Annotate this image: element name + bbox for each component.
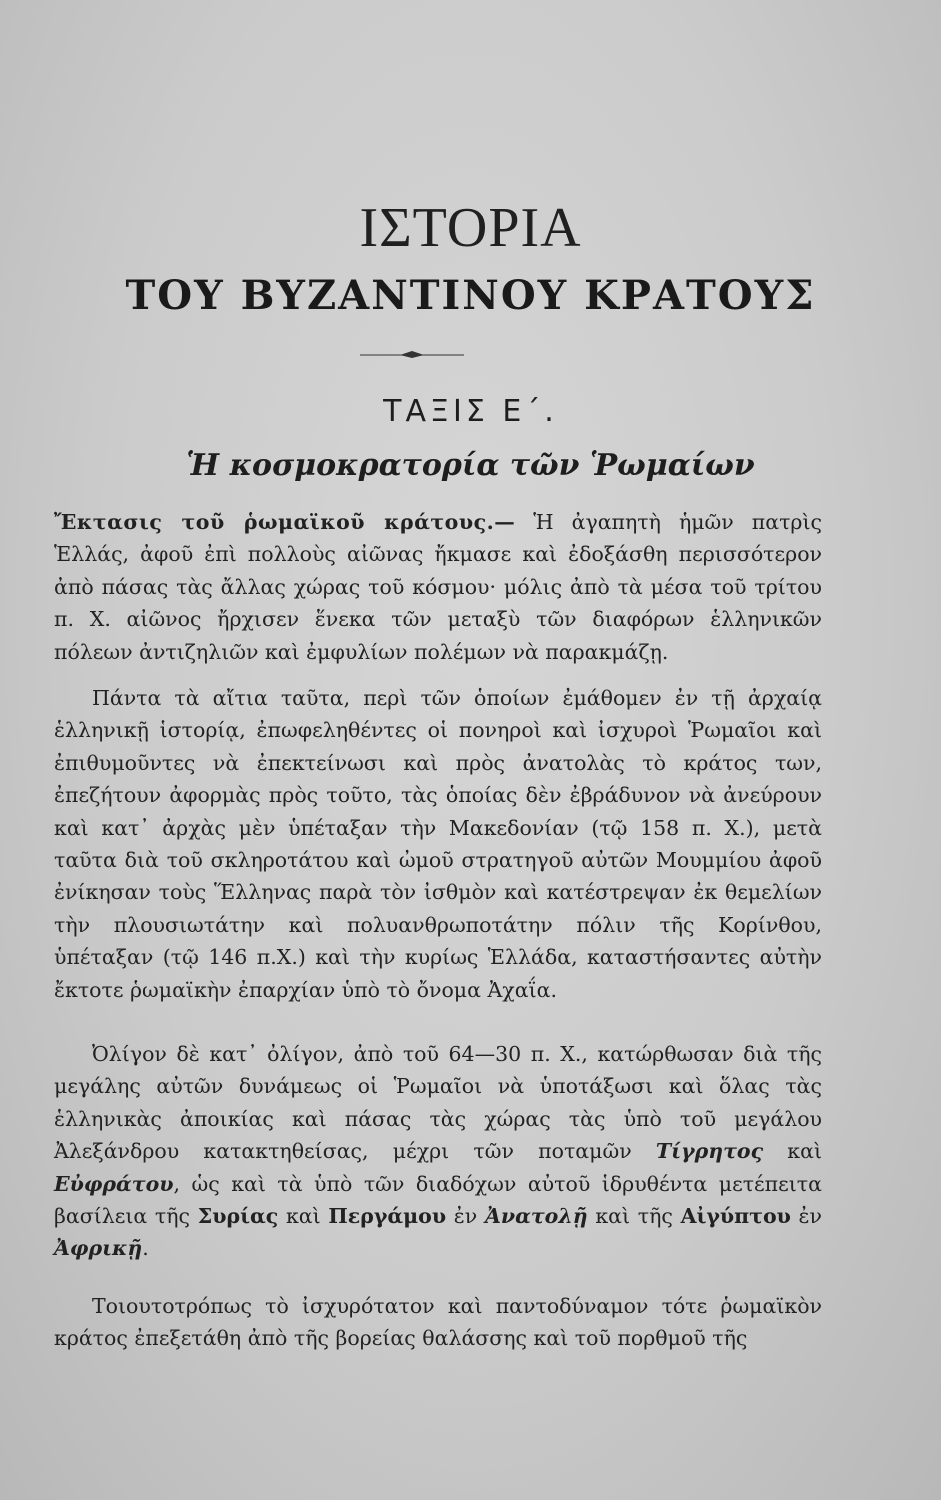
- place-egypt: Αἰγύπτου: [680, 1204, 791, 1229]
- place-africa: Ἀφρικῇ: [54, 1236, 143, 1261]
- section-heading: Ἡ κοσμοκρατορία τῶν Ῥωμαίων: [186, 448, 755, 483]
- section-label: ΤΑΞΙΣ Ε΄.: [383, 394, 558, 429]
- book-title: ΙΣΤΟΡΙΑ: [359, 197, 582, 259]
- book-subtitle: ΤΟΥ ΒΥΖΑΝΤΙΝΟΥ ΚΡΑΤΟΥΣ: [125, 272, 816, 319]
- place-euphrates: Εὐφράτου: [54, 1171, 174, 1196]
- paragraph-1: [54, 506, 822, 668]
- p3-text-4: καὶ: [278, 1204, 329, 1229]
- p3-text-6: καὶ τῆς: [587, 1204, 681, 1229]
- p3-text-5: ἐν: [446, 1204, 485, 1229]
- place-syria: Συρίας: [197, 1204, 279, 1229]
- paragraph-4-text: Τοιουτοτρόπως τὸ ἰσχυρότατον καὶ παντοδύναμον τότε ῥωμαϊκὸν κράτος ἐπεξετάθη ἀπὸ τῆς βορείας θαλάσσης καὶ τοῦ πορθμοῦ τῆς: [54, 1294, 822, 1351]
- place-pergamon: Περγάμου: [328, 1204, 447, 1229]
- paragraph-2: [54, 682, 822, 1006]
- p3-text-1: Ὀλίγον δὲ κατ᾽ ὀλίγον, ἀπὸ τοῦ 64—30 π. Χ., κατώρθωσαν διὰ τῆς μεγάλης αὐτῶν δυνάμεως οἱ Ῥωμαῖοι νὰ ὑποτάξωσι καὶ ὅλας τὰς ἑλληνικὰς ἀποικίας καὶ πάσας τὰς χώρας τὰς ὑπὸ τοῦ μεγάλου Ἀλεξάνδρου κατακτηθείσας, μέχρι τῶν ποταμῶν: [54, 1042, 822, 1164]
- place-anatoli: Ἀνατολῇ: [484, 1204, 588, 1229]
- p3-text-3: , ὡς καὶ τὰ ὑπὸ τῶν διαδόχων αὐτοῦ ἱδρυθέντα μετέπειτα βασίλεια τῆς: [54, 1171, 822, 1229]
- paragraph-2-text: Πάντα τὰ αἴτια ταῦτα, περὶ τῶν ὁποίων ἐμάθομεν ἐν τῇ ἀρχαίᾳ ἑλληνικῇ ἱστορίᾳ, ἐπωφεληθέντες οἱ πονηροὶ καὶ ἰσχυροὶ Ῥωμαῖοι καὶ ἐπιθυμοῦντες νὰ ἐπεκτείνωσι καὶ πρὸς ἀνατολὰς τὸ κράτος των, ἐπεζήτουν ἀφορμὰς πρὸς τοῦτο, τὰς ὁποίας δὲν ἐβράδυνον νὰ ἀνεύρουν καὶ κατ᾽ ἀρχὰς μὲν ὑπέταξαν τὴν Μακεδονίαν (τῷ 158 π. Χ.), μετὰ ταῦτα διὰ τοῦ σκληροτάτου καὶ ὠμοῦ στρατηγοῦ αὐτῶν Μουμμίου ἀφοῦ ἐνίκησαν τοὺς Ἕλληνας παρὰ τὸν ἰσθμὸν καὶ κατέστρεψαν ἐκ θεμελίων τὴν πλουσιωτάτην καὶ πολυανθρωποτάτην πόλιν τῆς Κορίνθου, ὑπέταξαν (τῷ 146 π.Χ.) καὶ τὴν κυρίως Ἑλλάδα, καταστήσαντες αὐτὴν ἔκτοτε ῥωμαϊκὴν ἐπαρχίαν ὑπὸ τὸ ὄνομα Ἀχαΐα.: [54, 686, 822, 1002]
- paragraph-4: [54, 1290, 822, 1355]
- p3-text-8: .: [142, 1236, 149, 1261]
- p3-text-2: καὶ: [763, 1139, 822, 1164]
- place-tigris: Τίγρητος: [655, 1139, 764, 1164]
- paragraph-1-lead: Ἔκτασις τοῦ ῥωμαϊκοῦ κράτους.—: [54, 510, 516, 534]
- p3-text-7: ἐν: [790, 1204, 823, 1229]
- ornament-rule-icon: [360, 350, 464, 360]
- paragraph-1-text: Ἡ ἀγαπητὴ ἡμῶν πατρὶς Ἑλλάς, ἀφοῦ ἐπὶ πολλοὺς αἰῶνας ἤκμασε καὶ ἐδοξάσθη περισσότερον ἀπὸ πάσας τὰς ἄλλας χώρας τοῦ κόσμου· μόλις ἀπὸ τὰ μέσα τοῦ τρίτου π. Χ. αἰῶνος ἤρχισεν ἕνεκα τῶν μεταξὺ τῶν διαφόρων ἑλληνικῶν πόλεων ἀντιζηλιῶν καὶ ἐμφυλίων πολέμων νὰ παρακμάζῃ.: [54, 510, 822, 664]
- paragraph-3: [54, 1038, 822, 1265]
